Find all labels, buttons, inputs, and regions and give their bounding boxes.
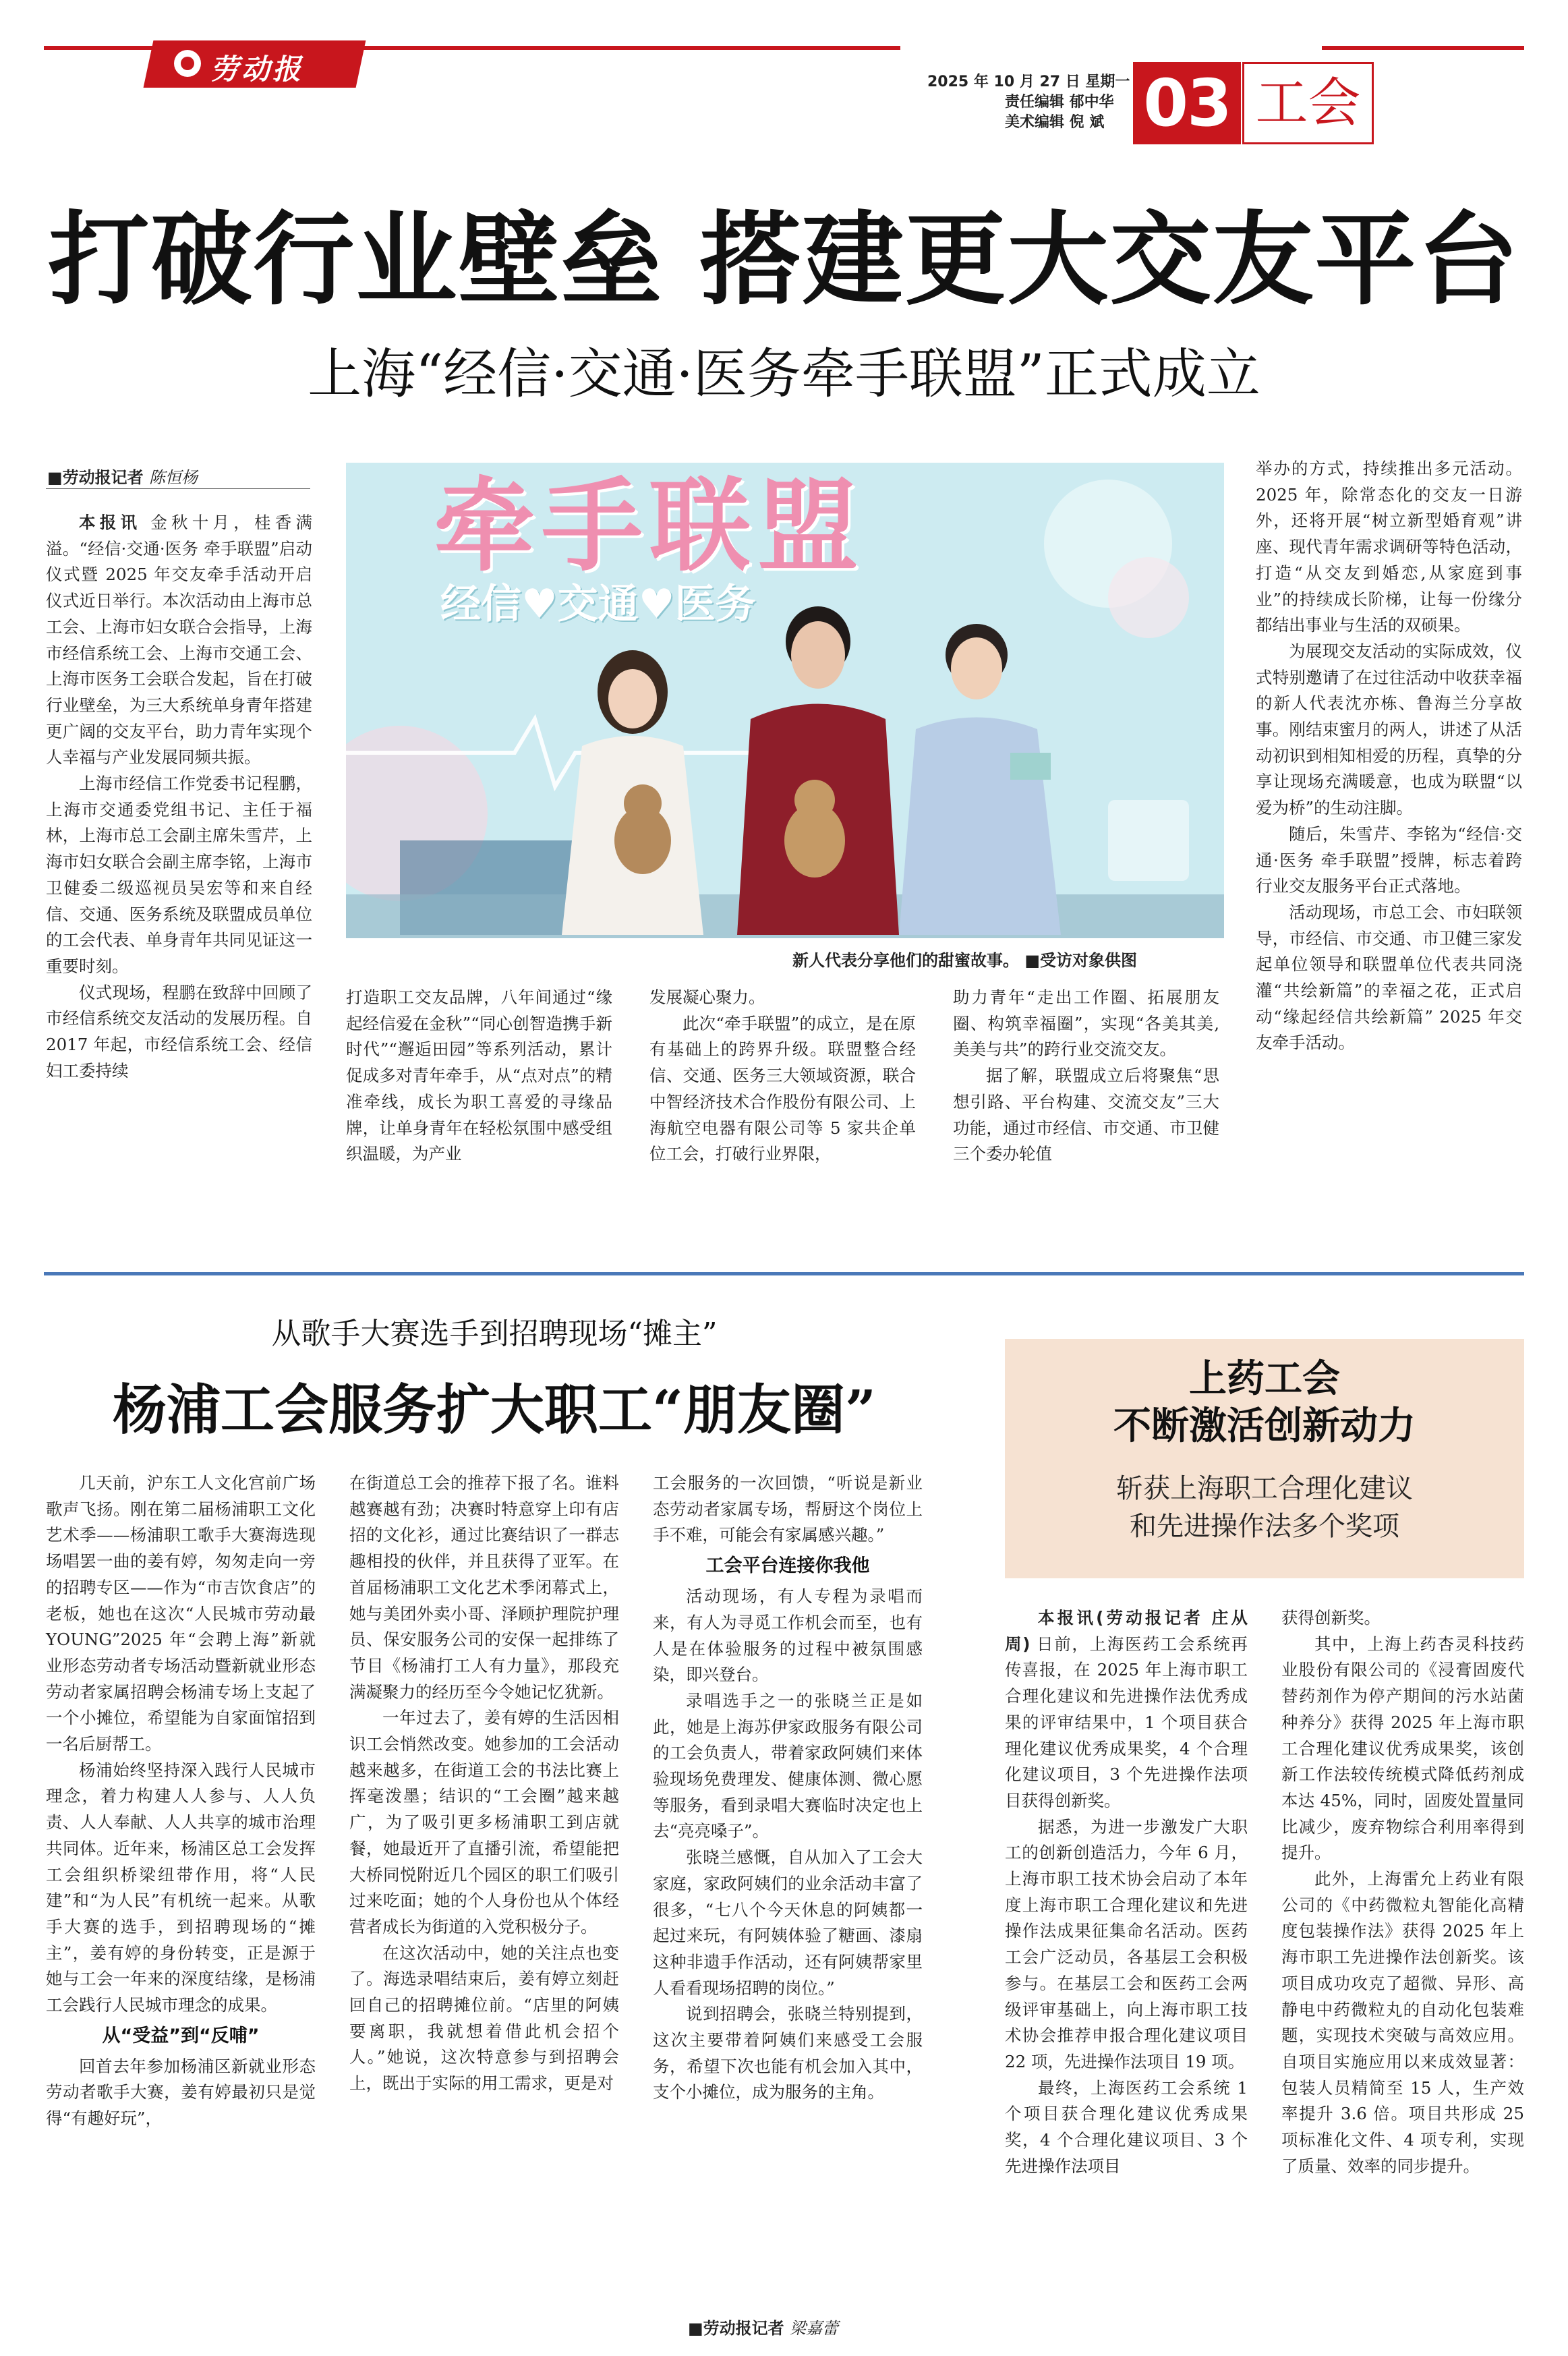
article1-para: 助力青年“走出工作圈、拓展朋友圈、构筑幸福圈”，实现“各美其美,美美与共”的跨行业交流交友。: [953, 987, 1219, 1060]
article2-para: 在这次活动中，她的关注点也变了。海选录唱结束后，姜有婷立刻赶回自己的招聘摊位前。“店里的阿姨要离职，我就想着借此机会招个人。”她说，这次特意参与到招聘会上，既出于实际的用工需求，更是对: [349, 1943, 619, 2094]
article2-col2: [349, 1470, 619, 2097]
article2-para: 张晓兰感慨，自从加入了工会大家庭，家政阿姨们的业余活动丰富了很多，“七八个今天休息的阿姨都一起过来玩，有阿姨体验了糖画、漆扇这种非遗手作活动，还有阿姨帮家里人看看现场招聘的岗位。”: [653, 1847, 923, 1998]
top-rule-right: [1322, 46, 1524, 50]
byline-label: ■劳动报记者: [688, 2319, 784, 2338]
article3-headline-2: 不断激活创新动力: [1113, 1404, 1416, 1448]
byline-name: 陈恒杨: [149, 468, 198, 487]
article2-col3: [653, 1470, 923, 2106]
article1-byline: [47, 464, 198, 488]
article2-para: 几天前，沪东工人文化宫前广场歌声飞扬。刚在第二届杨浦职工文化艺术季——杨浦职工歌手大赛海选现场唱罢一曲的姜有婷，匆匆走向一旁的招聘专区——作为“市吉饮食店”的老板，她也在这次“人民城市劳动最 YOUNG”2025 年“会聘上海”新就业形态劳动者专场活动暨新就业形态劳动者家属招聘会杨浦专场上支起了一个小摊位，希望能为自家面馆招到一名后厨帮工。: [46, 1473, 316, 1754]
article2-para: 录唱选手之一的张晓兰正是如此，她是上海苏伊家政服务有限公司的工会负责人，带着家政阿姨们来体验现场免费理发、健康体测、微心愿等服务，看到录唱大赛临时决定也上去“亮亮嗓子”。: [653, 1690, 923, 1841]
article2-kicker: 从歌手大赛选手到招聘现场“摊主”: [271, 1317, 718, 1351]
photo-banner-title: 牵手联盟: [434, 468, 866, 585]
article1-photo: [346, 463, 1224, 938]
article1-para: 活动现场，市总工会、市妇联领导，市经信、市交通、市卫健三家发起单位领导和联盟单位代表共同浇灌“共绘新篇”的幸福之花，正式启动“缘起经信共绘新篇” 2025 年交友牵手活动。: [1256, 902, 1522, 1053]
lead-label: 本报讯: [79, 513, 142, 532]
article2-para: 工会服务的一次回馈，“听说是新业态劳动者家属专场，帮厨这个岗位上手不难，可能会有家属感兴趣。”: [653, 1473, 923, 1545]
article1-headline: 打破行业壁垒 搭建更大交友平台: [48, 200, 1520, 319]
article2-col1: [46, 1470, 316, 2132]
article2-subheading: 工会平台连接你我他: [705, 1555, 870, 1577]
article3-subhead-1: 斩获上海职工合理化建议: [1116, 1473, 1413, 1504]
article1-para: 为展现交友活动的实际成效，仪式特别邀请了在过往活动中收获幸福的新人代表沈亦栋、鲁海兰分享故事。刚结束蜜月的两人，讲述了从活动初识到相知相爱的历程，真挚的分享让现场充满暖意，也成为联盟“以爱为桥”的生动注脚。: [1256, 641, 1522, 818]
article1-para: 据了解，联盟成立后将聚焦“思想引路、平台构建、交流交友”三大功能，通过市经信、市交通、市卫健三个委办轮值: [953, 1066, 1219, 1164]
section-divider: [44, 1272, 1524, 1275]
article2-para: 回首去年参加杨浦区新就业形态劳动者歌手大赛，姜有婷最初只是觉得“有趣好玩”，: [46, 2056, 316, 2129]
article2-byline: [688, 2315, 838, 2338]
article2-para: 活动现场，有人专程为录唱而来，有人为寻觅工作机会而至，也有人是在体验服务的过程中被氛围感染，即兴登台。: [653, 1586, 923, 1685]
article3-para: 据悉，为进一步激发广大职工的创新创造活力，今年 6 月，上海市职工技术协会启动了本年度上海市职工合理化建议和先进操作法成果征集命名活动。医药工会广泛动员，各基层工会积极参与。在基层工会和医药工会两级评审基础上，向上海市职工技术协会推荐申报合理化建议项目 22 项，先进操作法项目 19 项。: [1005, 1816, 1248, 2071]
article1-para: 随后，朱雪芹、李铭为“经信·交通·医务 牵手联盟”授牌，标志着跨行业交友服务平台正式落地。: [1256, 824, 1522, 896]
article1-col3: [649, 985, 916, 1168]
article1-para: 仪式现场，程鹏在致辞中回顾了市经信系统交友活动的发展历程。自 2017 年起，市经信系统工会、经信妇工委持续: [46, 982, 312, 1081]
article1-para: [46, 510, 312, 771]
article3-headline-1: 上药工会: [1189, 1356, 1340, 1401]
article1-col1: [46, 510, 312, 1084]
article2-para: 杨浦始终坚持深入践行人民城市理念，着力构建人人参与、人人负责、人人奉献、人人共享的城市治理共同体。近年来，杨浦区总工会发挥工会组织桥梁纽带作用，将“人民建”和“为人民”有机统一起来。从歌手大赛的选手，到招聘现场的“摊主”，姜有婷的身份转变，正是源于她与工会一年来的深度结缘，是杨浦工会践行人民城市理念的成果。: [46, 1760, 316, 2015]
photo-banner-sub: 经信♥交通♥医务: [440, 581, 756, 628]
page-number: 03: [1143, 65, 1231, 141]
lead-text: 日前，上海医药工会系统再传喜报，在 2025 年上海市职工合理化建议和先进操作法优秀成果的评审结果中，1 个项目获合理化建议优秀成果奖，4 个合理化建议项目，3 个先进操作法项目获得创新奖。: [1005, 1634, 1248, 1810]
article3-col1: [1005, 1605, 1248, 2179]
article1-col5: [1256, 456, 1522, 1056]
article3-para: 其中，上海上药杏灵科技药业股份有限公司的《浸膏固废代替药剂作为停产期间的污水站菌种养分》获得 2025 年上海市职工合理化建议优秀成果奖，该创新工作法较传统模式降低药剂成本达 45%，同时，固废处置量同比减少，废弃物综合利用率得到提升。: [1281, 1634, 1524, 1863]
article1-para: 上海市经信工作党委书记程鹏，上海市交通委党组书记、主任于福林，上海市总工会副主席朱雪芹，上海市妇女联合会副主席李铭，上海市卫健委二级巡视员吴宏等和来自经信、交通、医务系统及联盟成员单位的工会代表、单身青年共同见证这一重要时刻。: [46, 774, 312, 976]
article3-col2: [1281, 1605, 1524, 2179]
article2-headline: 杨浦工会服务扩大职工“朋友圈”: [112, 1378, 877, 1441]
lead-label: 本报讯: [1038, 1608, 1097, 1628]
byline-label: ■劳动报记者: [47, 468, 144, 487]
article1-col2: [346, 985, 612, 1168]
article1-col4: [953, 985, 1219, 1168]
editor-line: 责任编辑 郁中华: [1005, 94, 1114, 111]
article3-para: 获得创新奖。: [1281, 1608, 1381, 1628]
article2-para: 一年过去了，姜有婷的生活因相识工会悄然改变。她参加的工会活动越来越多，在街道工会的书法比赛上挥毫泼墨；结识的“工会圈”越来越广，为了吸引更多杨浦职工到店就餐，她最近开了直播引流，希望能把大桥同悦附近几个园区的职工们吸引过来吃面；她的个人身份也从个体经营者成长为街道的入党积极分子。: [349, 1708, 619, 1936]
masthead: [0, 0, 1568, 175]
article1-para: 举办的方式，持续推出多元活动。2025 年，除常态化的交友一日游外，还将开展“树立新型婚育观”讲座、现代青年需求调研等特色活动，打造“从交友到婚恋,从家庭到事业”的持续成长阶梯，让每一份缘分都结出事业与生活的双硕果。: [1256, 459, 1522, 635]
article3-subhead-2: 和先进操作法多个奖项: [1130, 1511, 1399, 1542]
art-editor-line: 美术编辑 倪 斌: [1005, 114, 1105, 131]
article1-para: 打造职工交友品牌，八年间通过“缘起经信爱在金秋”“同心创智造携手新时代”“邂逅田园”等系列活动，累计促成多对青年牵手，从“点对点”的精准牵线，成长为职工喜爱的寻缘品牌，让单身青年在轻松氛围中感受组织温暖，为产业: [346, 987, 612, 1164]
article3-para: 此外，上海雷允上药业有限公司的《中药微粒丸智能化高精度包装操作法》获得 2025 年上海市职工先进操作法创新奖。该项目成功攻克了超微、异形、高静电中药微粒丸的自动化包装难题，实现技术突破与高效应用。自项目实施应用以来成效显著：包装人员精简至 15 人，生产效率提升 3.6 倍。项目共形成 25 项标准化文件、4 项专利，实现了质量、效率的同步提升。: [1281, 1869, 1524, 2176]
article1-subhead: 上海“经信·交通·医务牵手联盟”正式成立: [308, 343, 1260, 405]
byline-rule: [46, 488, 310, 489]
article2-para: 在街道总工会的推荐下报了名。谁料越赛越有劲；决赛时特意穿上印有店招的文化衫，通过比赛结识了一群志趣相投的伙伴，并且获得了亚军。在首届杨浦职工文化艺术季闭幕式上，她与美团外卖小哥、泽顾护理院护理员、保安服务公司的安保一起排练了节目《杨浦打工人有力量》，那段充满凝聚力的经历至今令她记忆犹新。: [349, 1473, 619, 1702]
section-name: 工会: [1255, 73, 1361, 134]
article3-para: [1005, 1605, 1248, 1814]
article2-subheading: 从“受益”到“反哺”: [102, 2025, 260, 2046]
lead-byline: (劳动报记者 庄从周): [1005, 1608, 1248, 1654]
logo-text: 劳动报: [210, 53, 304, 86]
article1-para: 发展凝心聚力。: [649, 987, 765, 1007]
lead-text: 金秋十月，桂香满溢。“经信·交通·医务 牵手联盟”启动仪式暨 2025 年交友牵手活动开启仪式近日举行。本次活动由上海市总工会、上海市妇女联合会指导，上海市经信系统工会、上海市交通工会、上海市医务工会联合发起，旨在打破行业壁垒，为三大系统单身青年搭建更广阔的交友平台，助力青年实现个人幸福与产业发展同频共振。: [46, 513, 313, 768]
byline-name: 梁嘉蕾: [790, 2319, 839, 2338]
photo-caption: 新人代表分享他们的甜蜜故事。 ■受访对象供图: [792, 951, 1138, 970]
article1-para: 此次“牵手联盟”的成立，是在原有基础上的跨界升级。联盟整合经信、交通、医务三大领域资源，联合中智经济技术合作股份有限公司、上海航空电器有限公司等 5 家共企单位工会，打破行业界限，: [649, 1013, 916, 1164]
article2-para: 说到招聘会，张晓兰特别提到，这次主要带着阿姨们来感受工会服务，希望下次也能有机会加入其中，支个小摊位，成为服务的主角。: [653, 2004, 923, 2102]
logo-icon-inner: [181, 57, 194, 70]
date-line: 2025 年 10 月 27 日 星期一: [927, 74, 1130, 90]
article3-para: 最终，上海医药工会系统 1 个项目获合理化建议优秀成果奖，4 个合理化建议项目、3 个先进操作法项目: [1005, 2077, 1248, 2176]
